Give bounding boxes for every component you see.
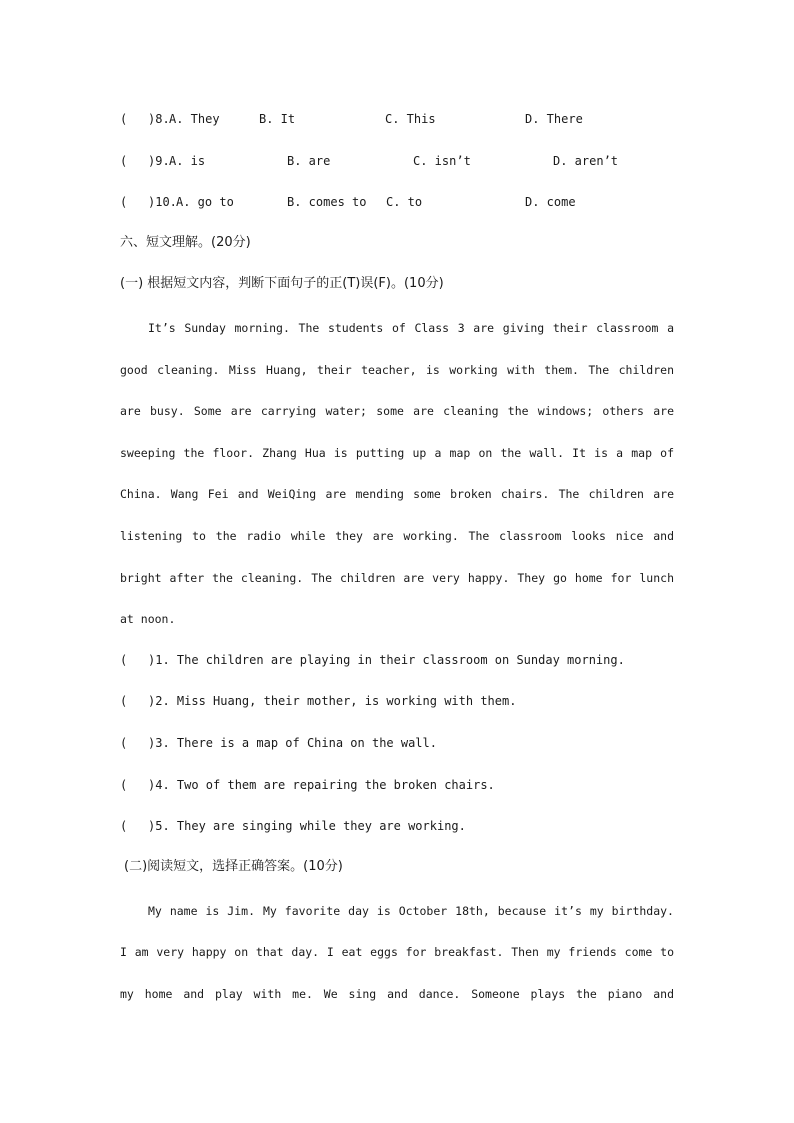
passage-line: at noon. xyxy=(120,612,176,626)
option-b: B. It xyxy=(259,112,296,126)
answer-paren: ( xyxy=(120,778,128,792)
answer-paren: ( xyxy=(120,736,128,750)
question-text: )4. Two of them are repairing the broken chairs. xyxy=(148,778,495,792)
answer-paren: ( xyxy=(120,154,128,168)
question-text: )2. Miss Huang, their mother, is working with them. xyxy=(148,694,517,708)
answer-paren: ( xyxy=(120,819,128,833)
question-number: )8. xyxy=(148,112,170,126)
passage-line: China. Wang Fei and WeiQing are mending some broken chairs. The children are xyxy=(120,487,674,501)
option-b: B. comes to xyxy=(287,195,367,209)
answer-paren: ( xyxy=(120,112,128,126)
passage-line: my home and play with me. We sing and dance. Someone plays the piano and xyxy=(120,987,674,1001)
option-a: A. They xyxy=(169,112,220,126)
passage-line: My name is Jim. My favorite day is October 18th, because it’s my birthday. xyxy=(148,904,674,918)
passage-line: listening to the radio while they are working. The classroom looks nice and xyxy=(120,529,674,543)
passage-line: sweeping the floor. Zhang Hua is putting up a map on the wall. It is a map of xyxy=(120,446,674,460)
passage-line: bright after the cleaning. The children are very happy. They go home for lunch xyxy=(120,571,674,585)
option-c: C. to xyxy=(386,195,423,209)
option-d: D. There xyxy=(525,112,583,126)
passage-line: good cleaning. Miss Huang, their teacher, is working with them. The children xyxy=(120,363,674,377)
option-d: D. come xyxy=(525,195,576,209)
question-number: )9. xyxy=(148,154,170,168)
answer-paren: ( xyxy=(120,694,128,708)
section-title: 六、短文理解。(20分) xyxy=(120,235,251,250)
option-a: A. is xyxy=(169,154,206,168)
option-c: C. isn’t xyxy=(413,154,471,168)
option-c: C. This xyxy=(385,112,436,126)
option-b: B. are xyxy=(287,154,331,168)
question-text: )3. There is a map of China on the wall. xyxy=(148,736,437,750)
passage-line: are busy. Some are carrying water; some are cleaning the windows; others are xyxy=(120,404,674,418)
question-text: )5. They are singing while they are working. xyxy=(148,819,466,833)
option-d: D. aren’t xyxy=(553,154,619,168)
part2-title: (二)阅读短文，选择正确答案。(10分) xyxy=(124,859,343,874)
answer-paren: ( xyxy=(120,653,128,667)
part1-title: (一) 根据短文内容，判断下面句子的正(T)误(F)。(10分) xyxy=(120,276,444,291)
passage-line: It’s Sunday morning. The students of Class 3 are giving their classroom a xyxy=(148,321,674,335)
question-text: )1. The children are playing in their classroom on Sunday morning. xyxy=(148,653,625,667)
option-a: A. go to xyxy=(176,195,234,209)
passage-line: I am very happy on that day. I eat eggs for breakfast. Then my friends come to xyxy=(120,945,674,959)
question-number: )10. xyxy=(148,195,177,209)
answer-paren: ( xyxy=(120,195,128,209)
